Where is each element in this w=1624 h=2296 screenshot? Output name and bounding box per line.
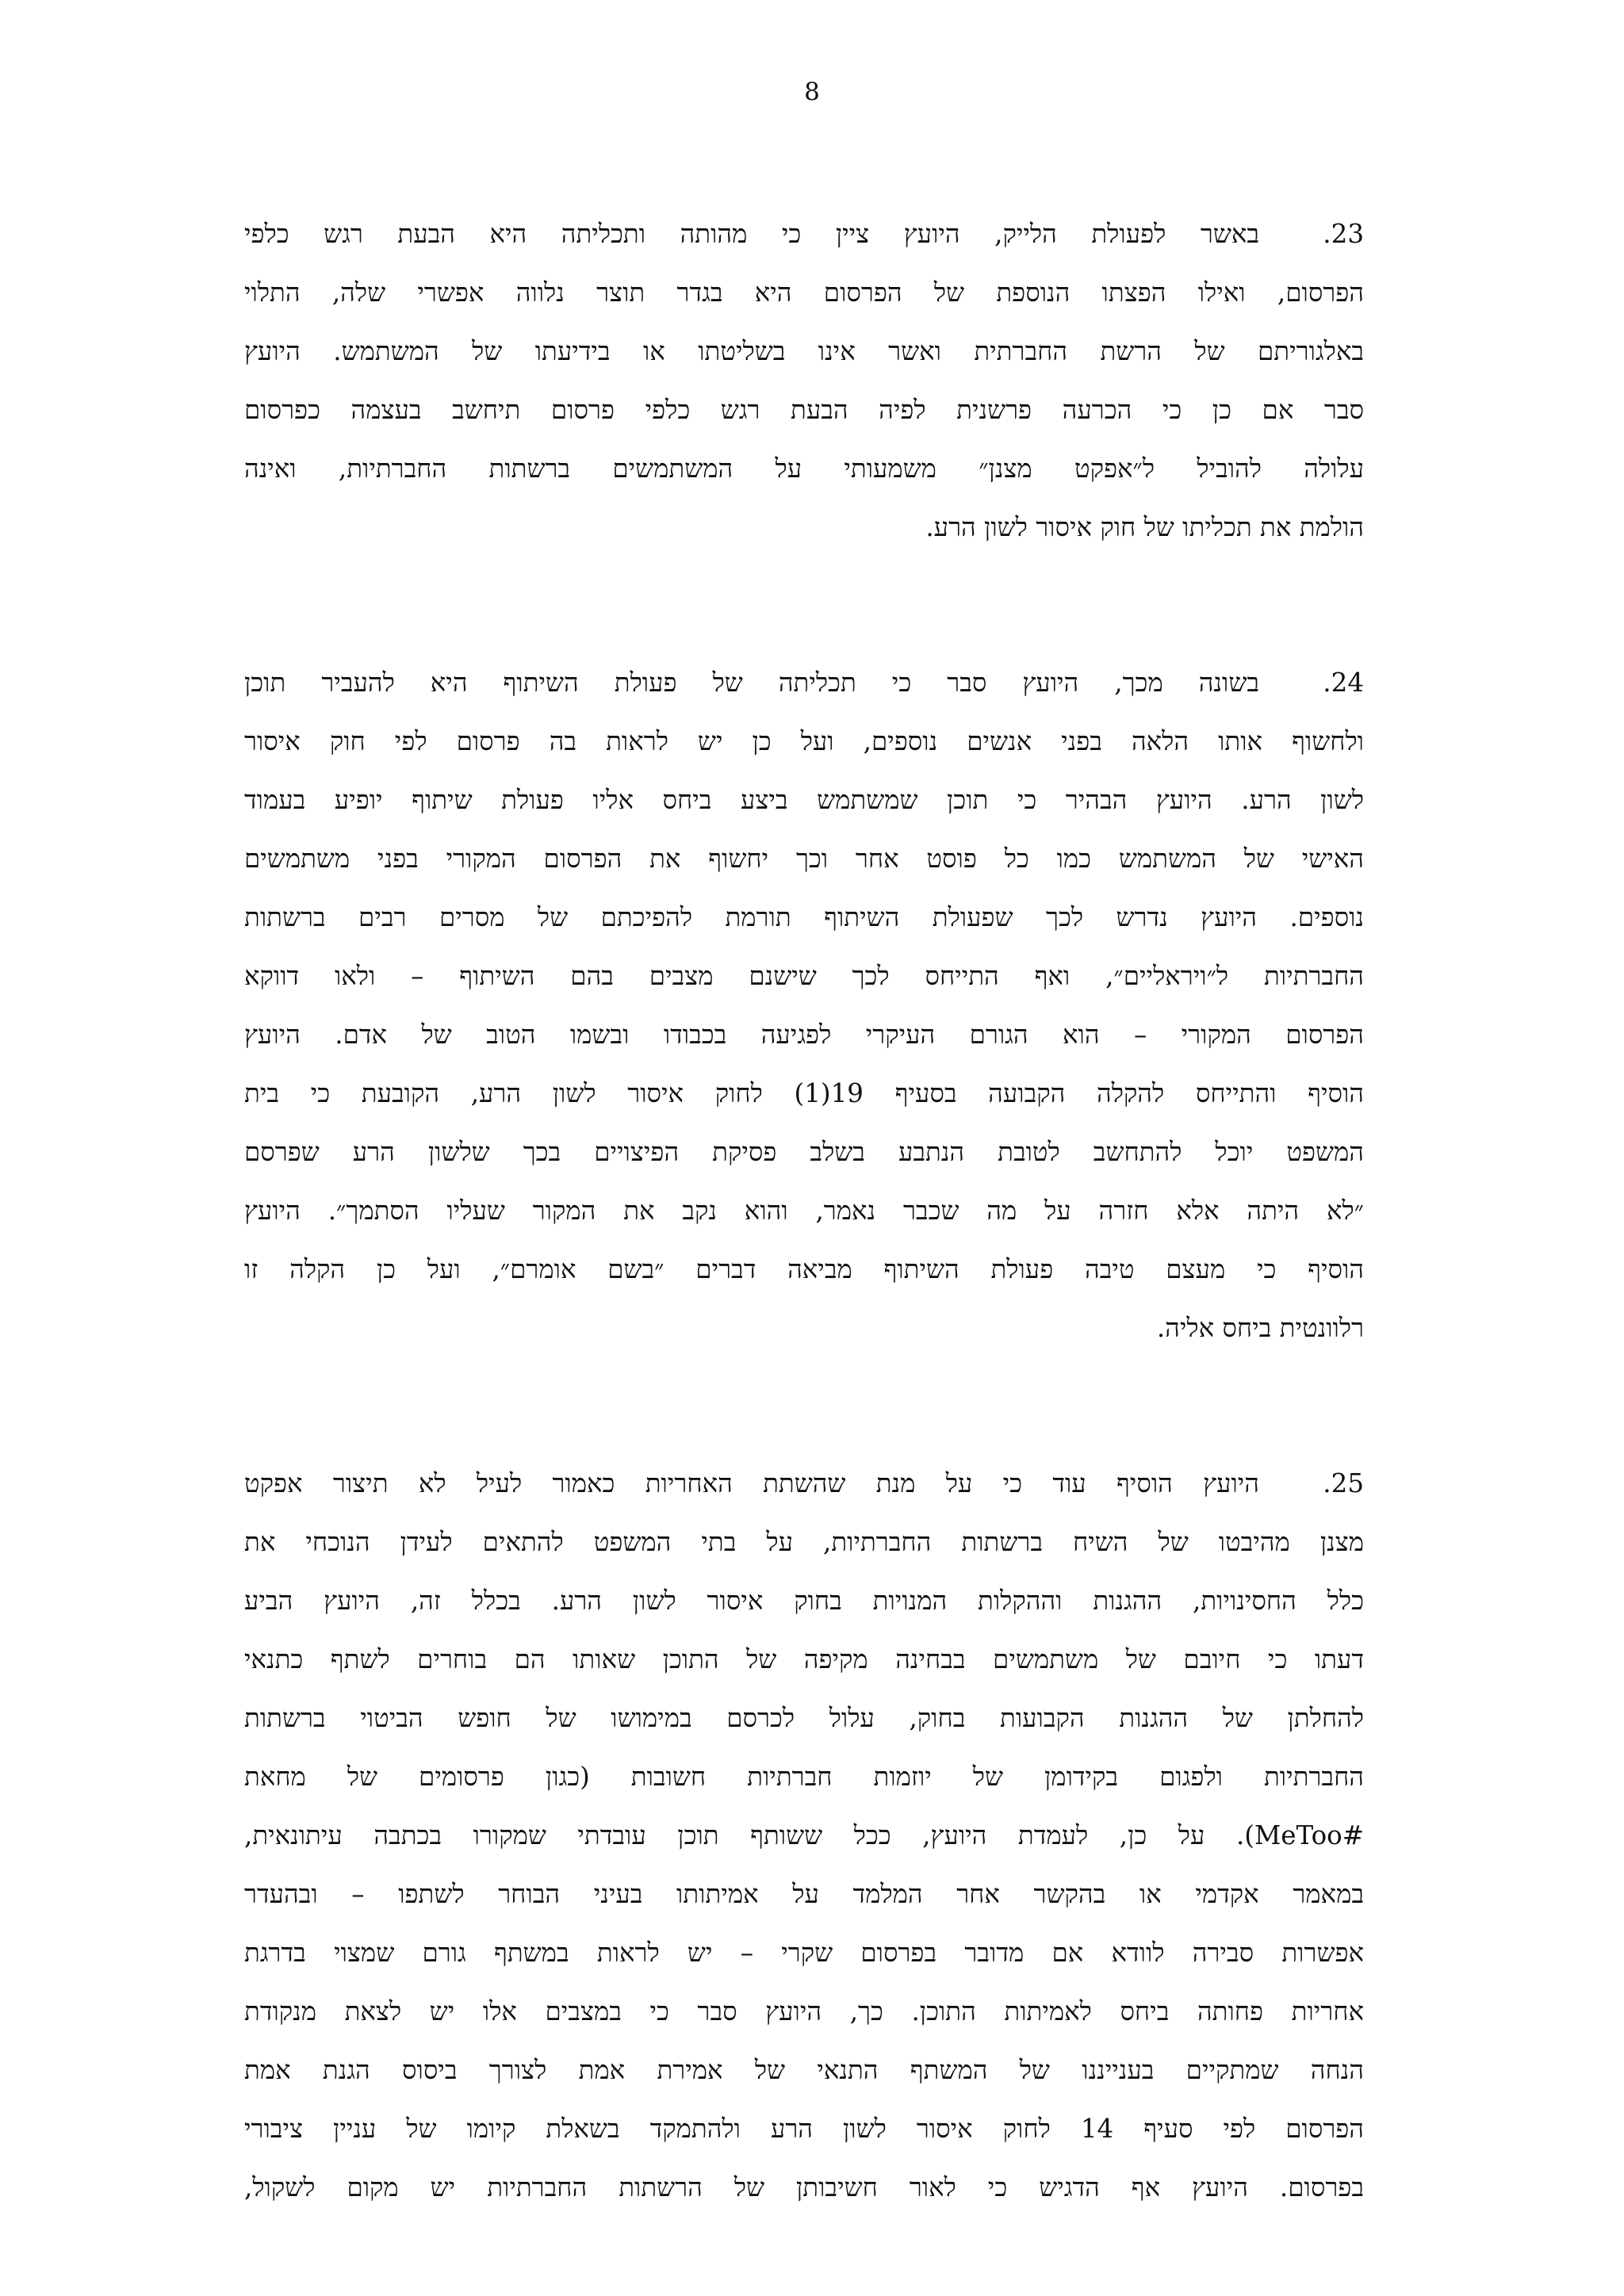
paragraph-25 [244,1454,1364,2217]
paragraph-spacer [244,557,1364,653]
paragraph-23 [244,205,1364,557]
text-line: הפרסום, ואילו הפצתו הנוספת של הפרסום היא בגדר תוצר נלווה אפשרי שלה, התלוי [244,277,1364,308]
text-line: הוסיף והתייחס להקלה הקבועה בסעיף 19(1) לחוק איסור לשון הרע, הקובעת כי בית [244,1078,1364,1108]
text-line: ״לא היתה אלא חזרה על מה שכבר נאמר, והוא נקב את המקור שעליו הסתמך״. היועץ [244,1196,1364,1226]
text-line: אחריות פחותה ביחס לאמיתות התוכן. כך, היועץ סבר כי במצבים אלו יש לצאת מנקודת [244,1996,1364,2026]
text-line: החברתיות ולפגום בקידומן של יוזמות חברתיות חשובות (כגון פרסומים של מחאת [244,1762,1364,1792]
text-line: נוספים. היועץ נדרש לכך שפעולת השיתוף תורמת להפיכתם של מסרים רבים ברשתות [244,902,1364,932]
text-line: באלגוריתם של הרשת החברתית ואשר אינו בשליטתו או בידיעתו של המשתמש. היועץ [244,336,1364,366]
text-line: #MeToo). על כן, לעמדת היועץ, ככל ששותף תוכן עובדתי שמקורו בכתבה עיתונאית, [244,1820,1364,1850]
text-line: 24.בשונה מכך, היועץ סבר כי תכליתה של פעולת השיתוף היא להעביר תוכן [244,653,1364,712]
text-line: החברתיות ל״ויראליים״, ואף התייחס לכך שישנם מצבים בהם השיתוף – ולאו דווקא [244,961,1364,991]
text-line: הפרסום לפי סעיף 14 לחוק איסור לשון הרע ולהתמקד בשאלת קיומו של עניין ציבורי [244,2114,1364,2144]
paragraph-24 [244,653,1364,1357]
text-line: הפרסום המקורי – הוא הגורם העיקרי לפגיעה בכבודו ובשמו הטוב של אדם. היועץ [244,1020,1364,1050]
text-line: לשון הרע. היועץ הבהיר כי תוכן שמשתמש ביצע ביחס אליו פעולת שיתוף יופיע בעמוד [244,785,1364,815]
text-line: הולמת את תכליתו של חוק איסור לשון הרע. [925,512,1364,542]
text-line: דעתו כי חיובם של משתמשים בבחינה מקיפה של התוכן שאותו הם בוחרים לשתף כתנאי [244,1644,1364,1674]
text-line: עלולה להוביל ל״אפקט מצנן״ משמעותי על המשתמשים ברשתות החברתיות, ואינה [244,453,1364,484]
text-line: הוסיף כי מעצם טיבה פעולת השיתוף מביאה דברים ״בשם אומרם״, ועל כן הקלה זו [244,1254,1364,1284]
paragraph-number: 23. [1323,219,1364,249]
text-line: כלל החסינויות, ההגנות וההקלות המנויות בחוק איסור לשון הרע. בכלל זה, היועץ הביע [244,1586,1364,1616]
text-line: מצנן מהיבטו של השיח ברשתות החברתיות, על בתי המשפט להתאים לעידן הנוכחי את [244,1527,1364,1557]
text-line: במאמר אקדמי או בהקשר אחר המלמד על אמיתותו בעיני הבוחר לשתפו – ובהעדר [244,1879,1364,1909]
text-line: אפשרות סבירה לוודא אם מדובר בפרסום שקרי – יש לראות במשתף גורם שמצוי בדרגת [244,1938,1364,1968]
paragraph-number: 24. [1323,668,1364,698]
text-line: רלוונטית ביחס אליה. [1156,1313,1364,1343]
text-line: סבר אם כן כי הכרעה פרשנית לפיה הבעת רגש כלפי פרסום תיחשב בעצמה כפרסום [244,395,1364,425]
text-line: 25.היועץ הוסיף עוד כי על מנת שהשתת האחריות כאמור לעיל לא תיצור אפקט [244,1454,1364,1513]
text-line: הנחה שמתקיים בענייננו של המשתף התנאי של אמירת אמת לצורך ביסוס הגנת אמת [244,2055,1364,2085]
text-line: להחלתן של ההגנות הקבועות בחוק, עלול לכרסם במימושו של חופש הביטוי ברשתות [244,1703,1364,1733]
paragraph-spacer [244,1357,1364,1454]
text-line: המשפט יוכל להתחשב לטובת הנתבע בשלב פסיקת הפיצויים בכך שלשון הרע שפרסם [244,1137,1364,1167]
document-body [244,205,1364,2217]
text-line: בפרסום. היועץ אף הדגיש כי לאור חשיבותן של הרשתות החברתיות יש מקום לשקול, [244,2172,1364,2202]
text-line: האישי של המשתמש כמו כל פוסט אחר וכך יחשוף את הפרסום המקורי בפני משתמשים [244,844,1364,874]
paragraph-number: 25. [1323,1468,1364,1498]
text-line: 23.באשר לפעולת הלייק, היועץ ציין כי מהותה ותכליתה היא הבעת רגש כלפי [244,205,1364,263]
page-number: 8 [804,78,820,106]
text-line: ולחשוף אותו הלאה בפני אנשים נוספים, ועל כן יש לראות בה פרסום לפי חוק איסור [244,726,1364,756]
